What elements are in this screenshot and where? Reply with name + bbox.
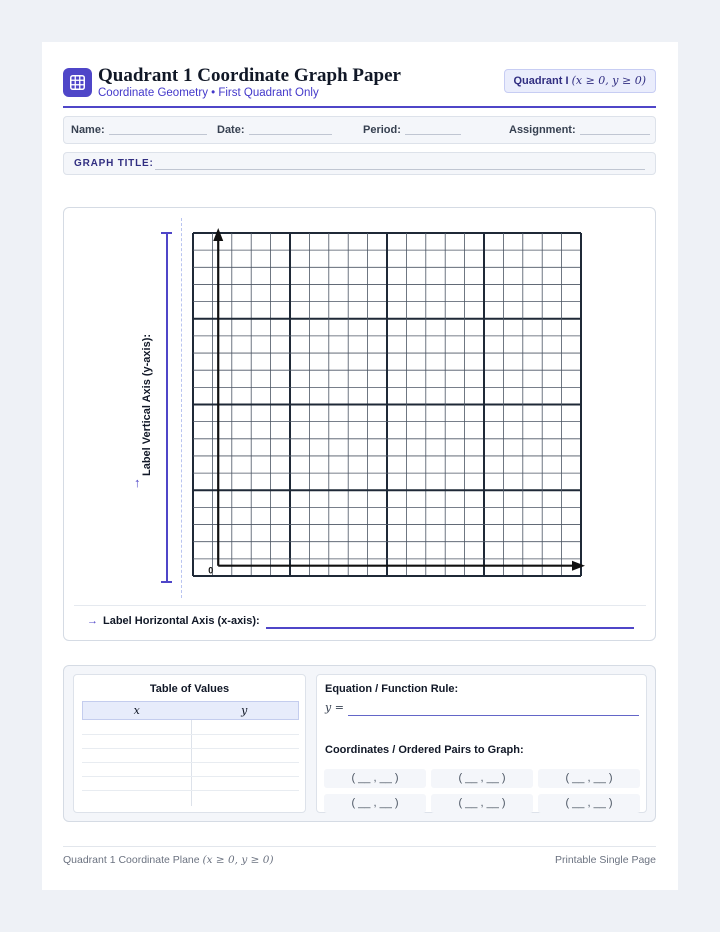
equation-title: Equation / Function Rule: [325, 683, 459, 695]
student-info-bar [63, 116, 656, 144]
x-label-writing-line[interactable] [266, 627, 634, 629]
table-column-divider [191, 720, 192, 806]
table-row[interactable] [82, 776, 299, 777]
coordinate-grid[interactable] [191, 224, 587, 584]
arrow-right-icon: → [87, 615, 98, 627]
dashed-guide [181, 218, 182, 598]
name-label: Name: [71, 124, 105, 136]
footer [63, 846, 656, 876]
grid-icon [63, 68, 92, 97]
assignment-line [580, 134, 650, 135]
date-field[interactable] [217, 117, 332, 143]
page-subtitle: Coordinate Geometry • First Quadrant Only [98, 87, 319, 99]
ordered-pair-slot[interactable]: ( __ , __ ) [431, 769, 533, 788]
name-line [109, 134, 207, 135]
y-axis-prompt: Label Vertical Axis (y-axis): [141, 333, 153, 476]
footer-right-text: Printable Single Page [555, 854, 656, 866]
name-field[interactable] [71, 117, 207, 143]
col-header-y: y [241, 704, 248, 717]
table-row[interactable] [82, 762, 299, 763]
coordinates-title: Coordinates / Ordered Pairs to Graph: [325, 744, 524, 756]
badge-math: (x ≥ 0, y ≥ 0) [571, 74, 646, 87]
equation-prefix: y = [325, 701, 344, 714]
period-field[interactable] [363, 117, 461, 143]
badge-label: Quadrant I [513, 75, 569, 87]
worksheet-page [42, 42, 678, 890]
table-of-values-card [73, 674, 306, 813]
y-axis-label-area [64, 208, 184, 603]
assignment-label: Assignment: [509, 124, 576, 136]
equation-card [316, 674, 647, 813]
table-row[interactable] [82, 734, 299, 735]
y-axis-arrow-icon [213, 228, 223, 241]
col-header-x: x [133, 704, 140, 717]
x-axis-prompt: Label Horizontal Axis (x-axis): [103, 615, 260, 627]
arrow-up-icon: ↑ [134, 475, 141, 490]
table-row[interactable] [82, 748, 299, 749]
x-axis-arrow-icon [572, 561, 585, 571]
graph-panel [63, 207, 656, 641]
y-label-writing-line[interactable] [166, 232, 168, 583]
graph-title-label: GRAPH TITLE: [74, 158, 154, 169]
ordered-pair-slot[interactable]: ( __ , __ ) [324, 769, 426, 788]
footer-left-text: Quadrant 1 Coordinate Plane [63, 854, 200, 866]
y-label-line-cap-bottom [161, 581, 172, 583]
work-panel [63, 665, 656, 822]
table-header [82, 701, 299, 720]
ordered-pair-slot[interactable]: ( __ , __ ) [431, 794, 533, 813]
ordered-pair-slot[interactable]: ( __ , __ ) [324, 794, 426, 813]
page-title: Quadrant 1 Coordinate Graph Paper [98, 65, 401, 86]
date-label: Date: [217, 124, 245, 136]
period-line [405, 134, 461, 135]
footer-left-math: (x ≥ 0, y ≥ 0) [202, 854, 274, 866]
table-title: Table of Values [149, 683, 230, 695]
origin-label: 0 [208, 565, 214, 576]
header [63, 64, 656, 108]
quadrant-badge [504, 69, 657, 93]
table-row[interactable] [82, 790, 299, 791]
ordered-pair-slot[interactable]: ( __ , __ ) [538, 794, 640, 813]
x-axis-label-area [74, 605, 646, 635]
footer-left [63, 854, 274, 866]
assignment-field[interactable] [509, 117, 650, 143]
y-label-line-cap-top [161, 232, 172, 234]
period-label: Period: [363, 124, 401, 136]
date-line [249, 134, 332, 135]
ordered-pair-slot[interactable]: ( __ , __ ) [538, 769, 640, 788]
equation-writing-line[interactable] [348, 715, 639, 716]
graph-title-line [155, 169, 645, 170]
graph-title-field[interactable] [63, 152, 656, 175]
